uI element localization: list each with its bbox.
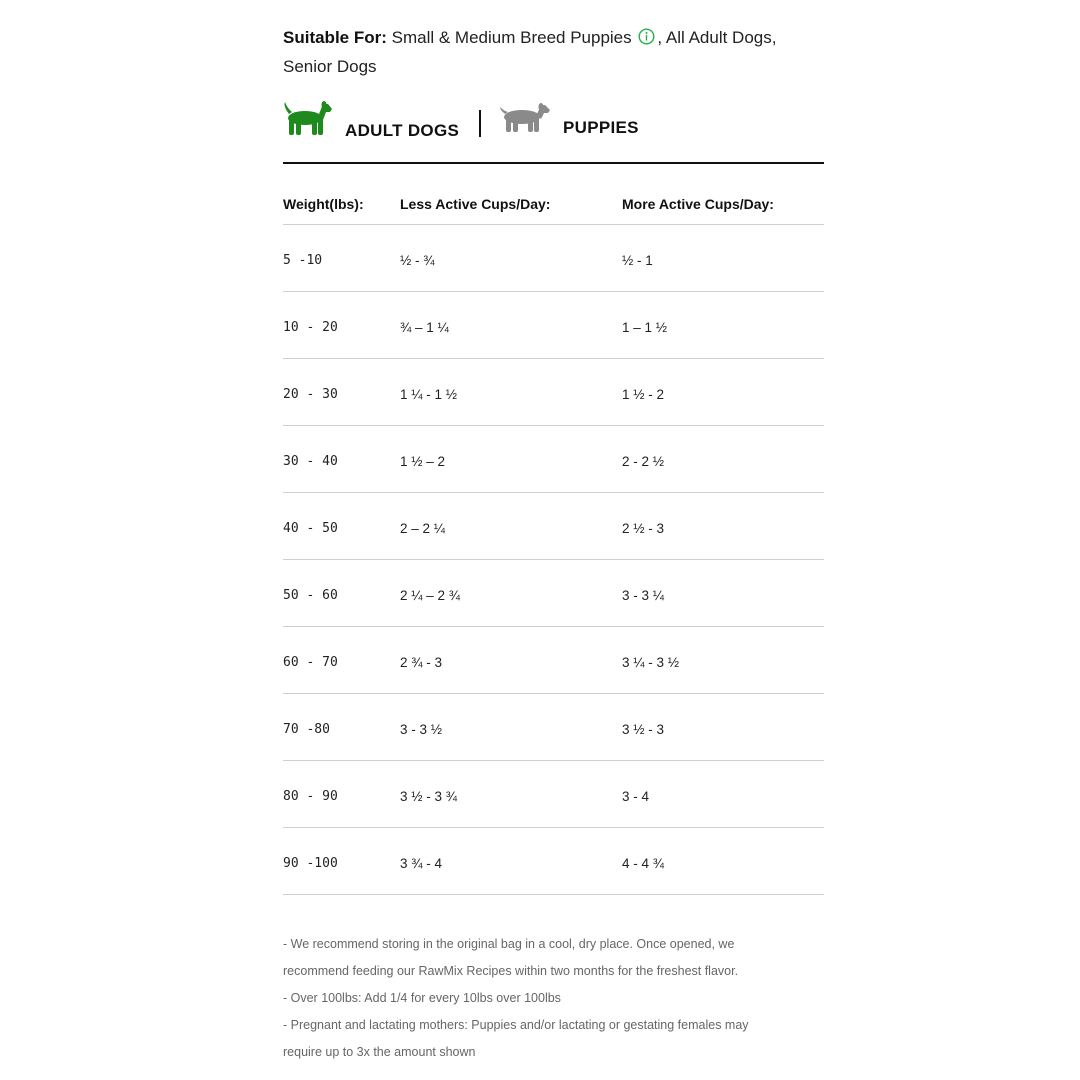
less-active-cell: 1 ½ – 2 — [400, 454, 446, 469]
weight-cell: 10 - 20 — [283, 320, 338, 335]
less-active-cell: 3 ½ - 3 ¾ — [400, 789, 458, 804]
note-line: - Over 100lbs: Add 1/4 for every 10lbs over 100lbs — [283, 991, 561, 1005]
weight-cell: 50 - 60 — [283, 588, 338, 603]
header-less-active: Less Active Cups/Day: — [400, 196, 551, 212]
less-active-cell: 3 ¾ - 4 — [400, 856, 443, 871]
weight-cell: 20 - 30 — [283, 387, 338, 402]
table-row — [283, 292, 824, 359]
more-active-cell: 2 - 2 ½ — [622, 454, 665, 469]
more-active-cell: 3 - 4 — [622, 789, 650, 804]
weight-cell: 90 -100 — [283, 856, 338, 871]
feeding-notes — [283, 931, 824, 1066]
suitable-for-puppies: Small & Medium Breed Puppies — [391, 28, 632, 47]
note-line: - We recommend storing in the original bag in a cool, dry place. Once opened, we — [283, 937, 735, 951]
header-more-active: More Active Cups/Day: — [622, 196, 774, 212]
weight-cell: 30 - 40 — [283, 454, 338, 469]
tab-puppies-label: PUPPIES — [563, 118, 639, 137]
table-row — [283, 627, 824, 694]
dog-type-tabs — [283, 96, 824, 164]
note-line: - Pregnant and lactating mothers: Puppies and/or lactating or gestating females may — [283, 1018, 749, 1032]
table-row — [283, 426, 824, 493]
suitable-for-text — [283, 24, 824, 80]
less-active-cell: 2 ¼ – 2 ¾ — [400, 588, 461, 603]
weight-cell: 80 - 90 — [283, 789, 338, 804]
table-row — [283, 493, 824, 560]
table-header — [283, 186, 824, 225]
table-row — [283, 828, 824, 895]
more-active-cell: 2 ½ - 3 — [622, 521, 665, 536]
suitable-for-label: Suitable For: — [283, 28, 387, 47]
more-active-cell: 1 ½ - 2 — [622, 387, 665, 402]
table-row — [283, 560, 824, 627]
note-line: recommend feeding our RawMix Recipes within two months for the freshest flavor. — [283, 964, 739, 978]
weight-cell: 60 - 70 — [283, 655, 338, 670]
more-active-cell: 1 – 1 ½ — [622, 320, 668, 335]
tab-divider — [479, 110, 481, 137]
table-row — [283, 225, 824, 292]
table-body — [283, 225, 824, 895]
less-active-cell: ¾ – 1 ¼ — [400, 320, 449, 335]
table-row — [283, 359, 824, 426]
suitable-for-section — [283, 24, 824, 80]
puppy-icon — [499, 102, 551, 139]
suitable-for-adult: , All Adult Dogs, — [657, 28, 777, 47]
more-active-cell: 3 ½ - 3 — [622, 722, 665, 737]
less-active-cell: 3 - 3 ½ — [400, 722, 443, 737]
table-row — [283, 761, 824, 828]
tab-adult-dogs-label: ADULT DOGS — [345, 121, 460, 140]
weight-cell: 5 -10 — [283, 253, 323, 268]
more-active-cell: ½ - 1 — [622, 253, 653, 268]
less-active-cell: 2 – 2 ¼ — [400, 521, 446, 536]
weight-cell: 70 -80 — [283, 722, 330, 737]
less-active-cell: ½ - ¾ — [400, 253, 435, 268]
less-active-cell: 1 ¼ - 1 ½ — [400, 387, 458, 402]
table-row — [283, 694, 824, 761]
feeding-table — [283, 186, 824, 895]
dog-icon — [283, 100, 333, 143]
more-active-cell: 3 - 3 ¼ — [622, 588, 665, 603]
less-active-cell: 2 ¾ - 3 — [400, 655, 443, 670]
more-active-cell: 3 ¼ - 3 ½ — [622, 655, 680, 670]
header-weight: Weight(lbs): — [283, 196, 364, 212]
weight-cell: 40 - 50 — [283, 521, 338, 536]
info-icon[interactable] — [638, 26, 655, 53]
more-active-cell: 4 - 4 ¾ — [622, 856, 665, 871]
note-line: require up to 3x the amount shown — [283, 1045, 476, 1059]
suitable-for-senior: Senior Dogs — [283, 57, 377, 76]
